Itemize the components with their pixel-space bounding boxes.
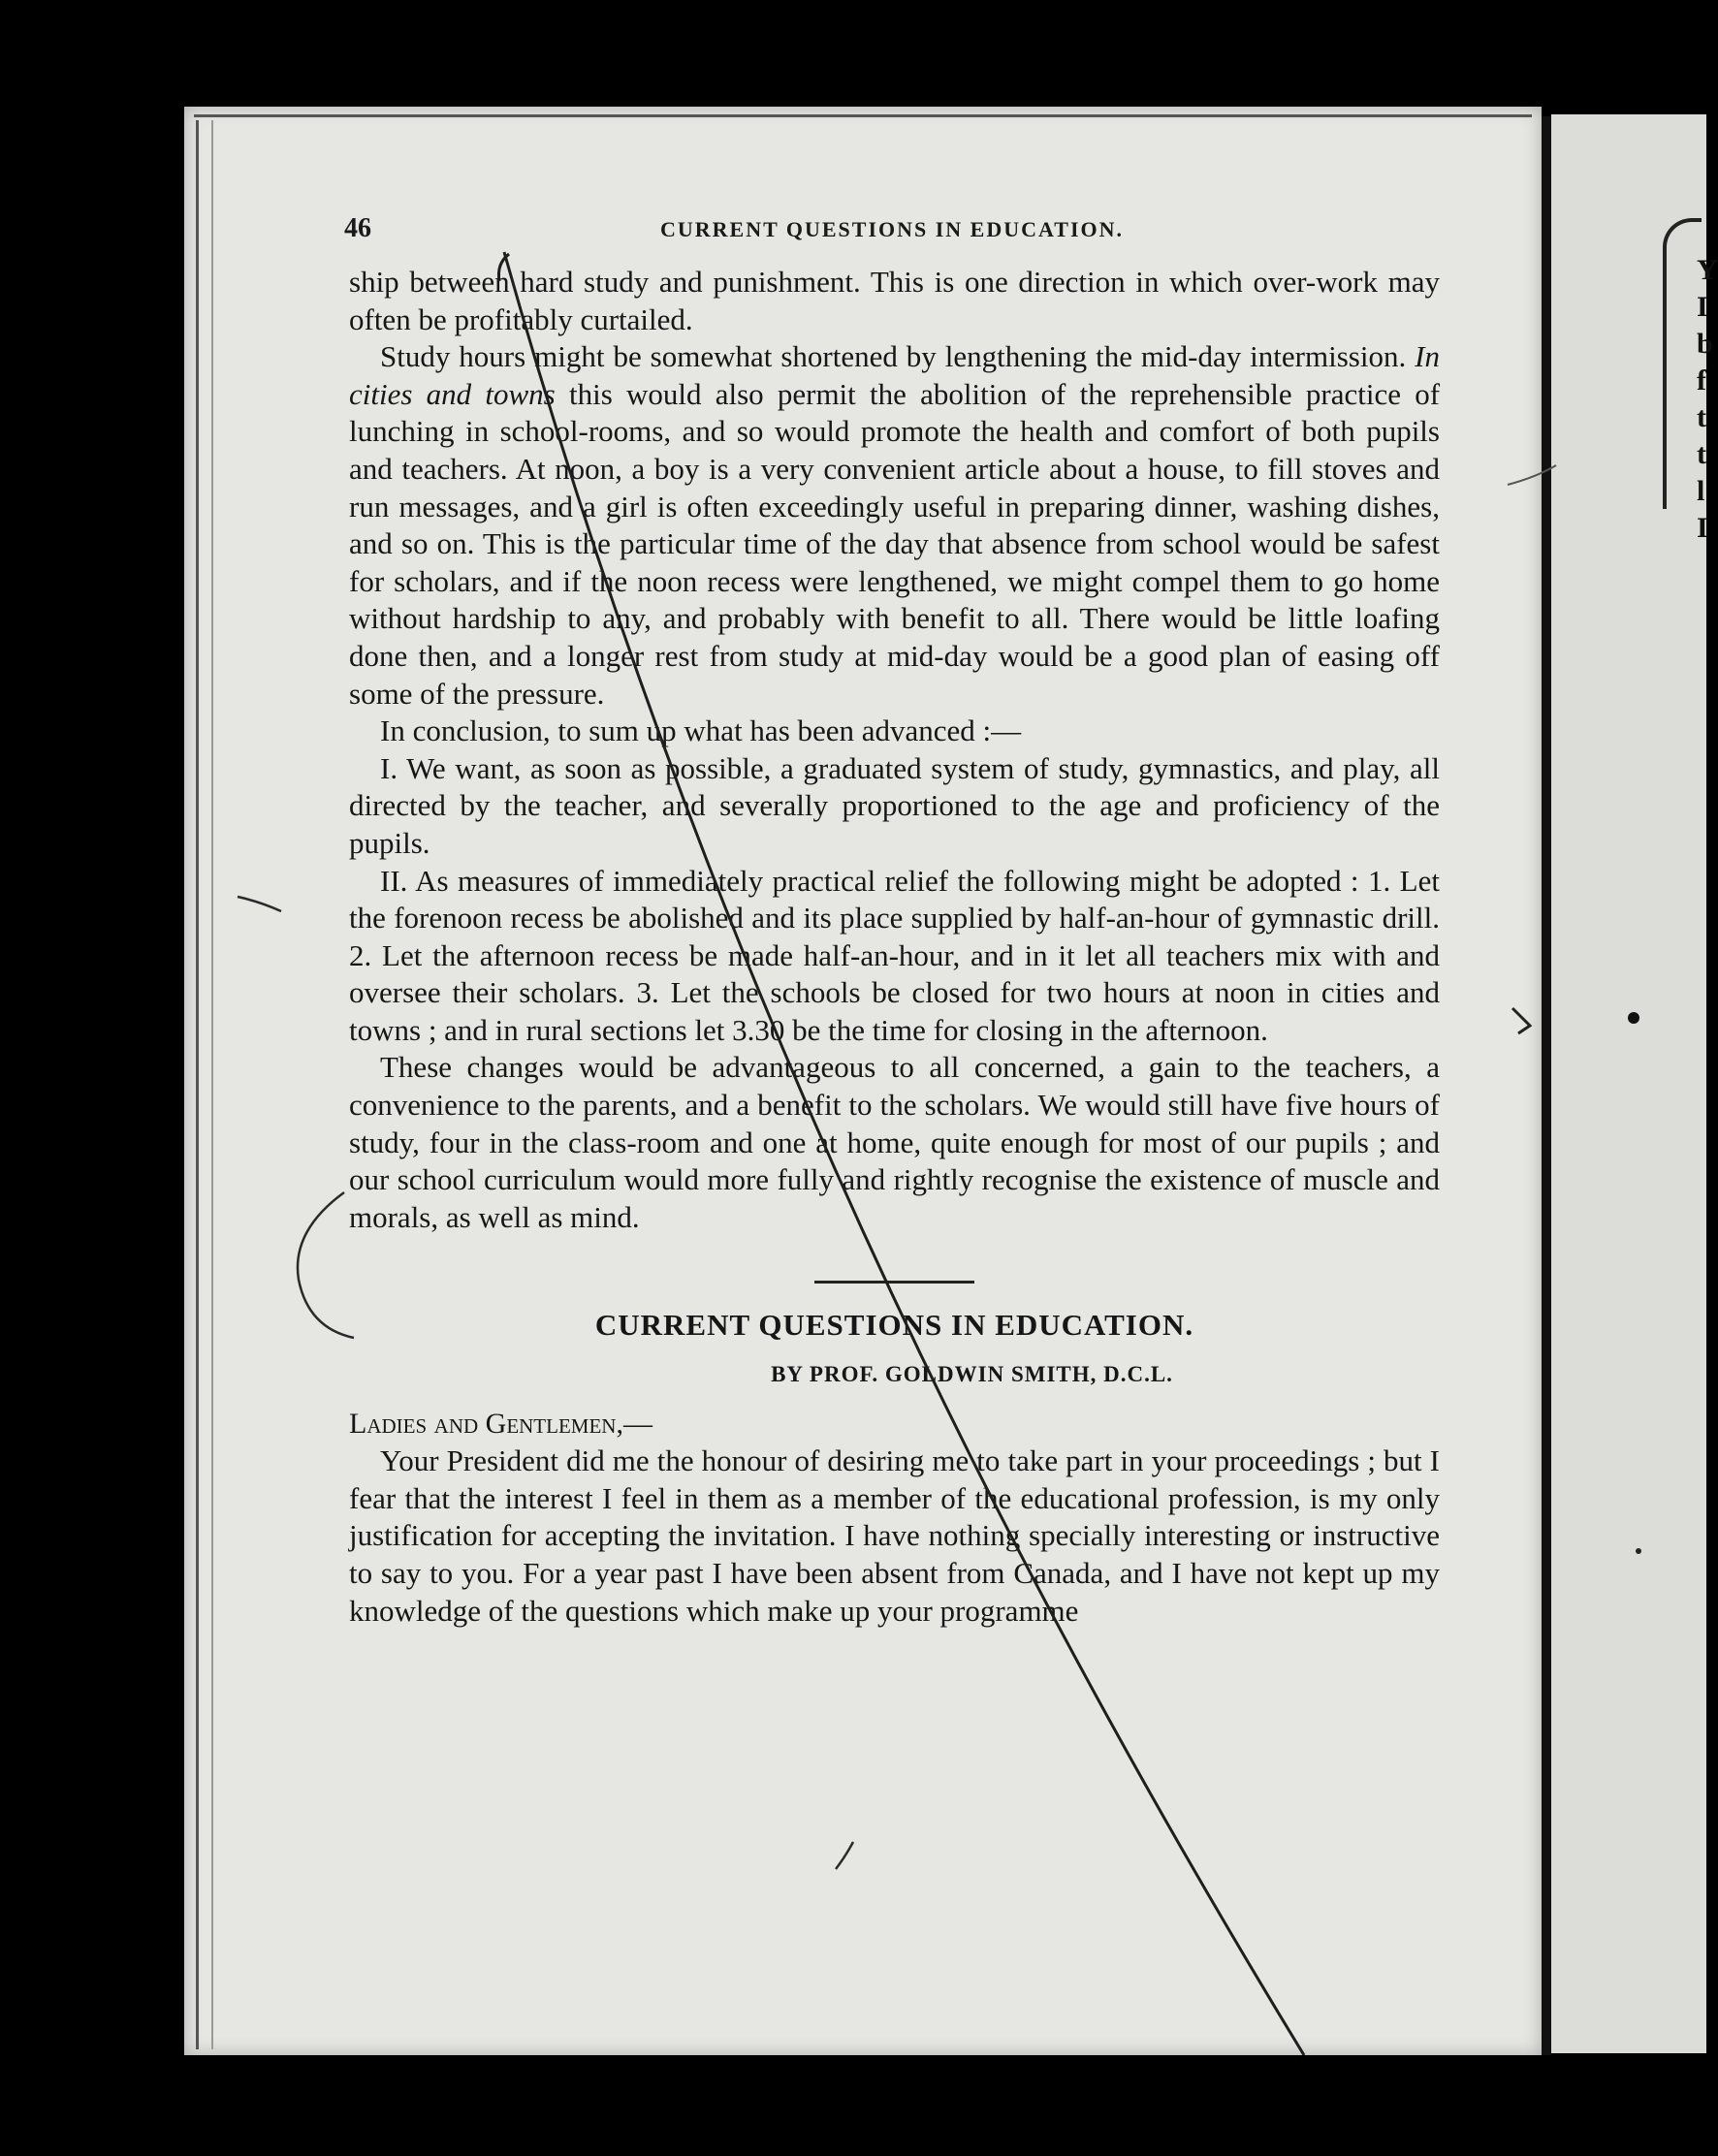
- page-header: [344, 213, 1440, 252]
- adjacent-page-letter: t: [1697, 401, 1706, 433]
- page-top-border: [194, 114, 1532, 122]
- numbered-point: II. As measures of immediately practical relief the following might be adopted : 1. Let the forenoon recess be abolished and its place supplied by half-an-hour of gymnastic drill. 2. Let the afternoon recess be made half-an-hour, and in it let all teachers mix with and oversee their scholars. 3. Let the schools be closed for two hours at noon in cities and towns ; and in rural sections let 3.30 be the time for closing in the afternoon.: [349, 863, 1440, 1047]
- adjacent-page-letter: t: [1697, 438, 1706, 470]
- adjacent-page-letter: I: [1697, 512, 1708, 544]
- numbered-point: I. We want, as soon as possible, a graduated system of study, gymnastics, and play, all directed by the teacher, and severally proportioned to the age and proficiency of the pupils.: [349, 750, 1440, 860]
- page-left-border: [196, 120, 213, 2049]
- article-byline: BY PROF. GOLDWIN SMITH, D.C.L.: [771, 1362, 1173, 1387]
- adjacent-page-letter: b: [1697, 328, 1713, 360]
- adjacent-page-letter: l: [1697, 475, 1705, 507]
- page-body: [349, 264, 1440, 1630]
- paragraph: These changes would be advantageous to all concerned, a gain to the teachers, a convenience to the parents, and a benefit to the scholars. We would still have five hours of study, four in the class-room and one at home, quite enough for most of our pupils ; and our school curriculum would more fully and rightly recognise the existence of muscle and morals, as well as mind.: [349, 1050, 1440, 1234]
- paragraph: Your President did me the honour of desiring me to take part in your proceedings ; but I fear that the interest I feel in them as a member of the educational profession, is my only justification for accepting the invitation. I have nothing specially interesting or instructive to say to you. For a year past I have been absent from Canada, and I have not kept up my knowledge of the questions which make up your programme: [349, 1443, 1440, 1628]
- adjacent-page-letter: Y: [1697, 254, 1718, 286]
- section-divider: [814, 1281, 974, 1284]
- article-title: CURRENT QUESTIONS IN EDUCATION.: [594, 1308, 1194, 1343]
- page-number: 46: [344, 213, 371, 243]
- salutation: Ladies and Gentlemen,—: [349, 1407, 652, 1440]
- adjacent-page-letter: I: [1697, 291, 1708, 323]
- book-gutter: [1542, 116, 1551, 2055]
- adjacent-page-letter: f: [1697, 365, 1706, 396]
- paragraph-text: this would also permit the abolition of the reprehensible practice of lunching in school-rooms, and so would promote the health and comfort of both pupils and teachers. At noon, a boy is a very convenient article about a house, to fill stoves and run messages, and a girl is often exceedingly useful in preparing dinner, washing dishes, and so on. This is the particular time of the day that absence from school would be safest for scholars, and if the noon recess were lengthened, we might compel them to go home without hardship to any, and probably with benefit to all. There would be little loafing done then, and a longer rest from study at mid-day would be a good plan of easing off some of the pressure.: [349, 376, 1441, 711]
- paragraph: ship between hard study and punishment. This is one direction in which over-work may often be profitably curtailed.: [349, 265, 1440, 336]
- paragraph: [349, 338, 1440, 713]
- paragraph: In conclusion, to sum up what has been advanced :—: [380, 713, 1022, 748]
- paragraph-text: Study hours might be somewhat shortened by lengthening the mid-day intermission.: [380, 339, 1407, 374]
- italic-phrase: In cities and towns: [349, 339, 1440, 411]
- running-head: CURRENT QUESTIONS IN EDUCATION.: [659, 217, 1125, 241]
- adjacent-page-bracket: [1663, 218, 1705, 509]
